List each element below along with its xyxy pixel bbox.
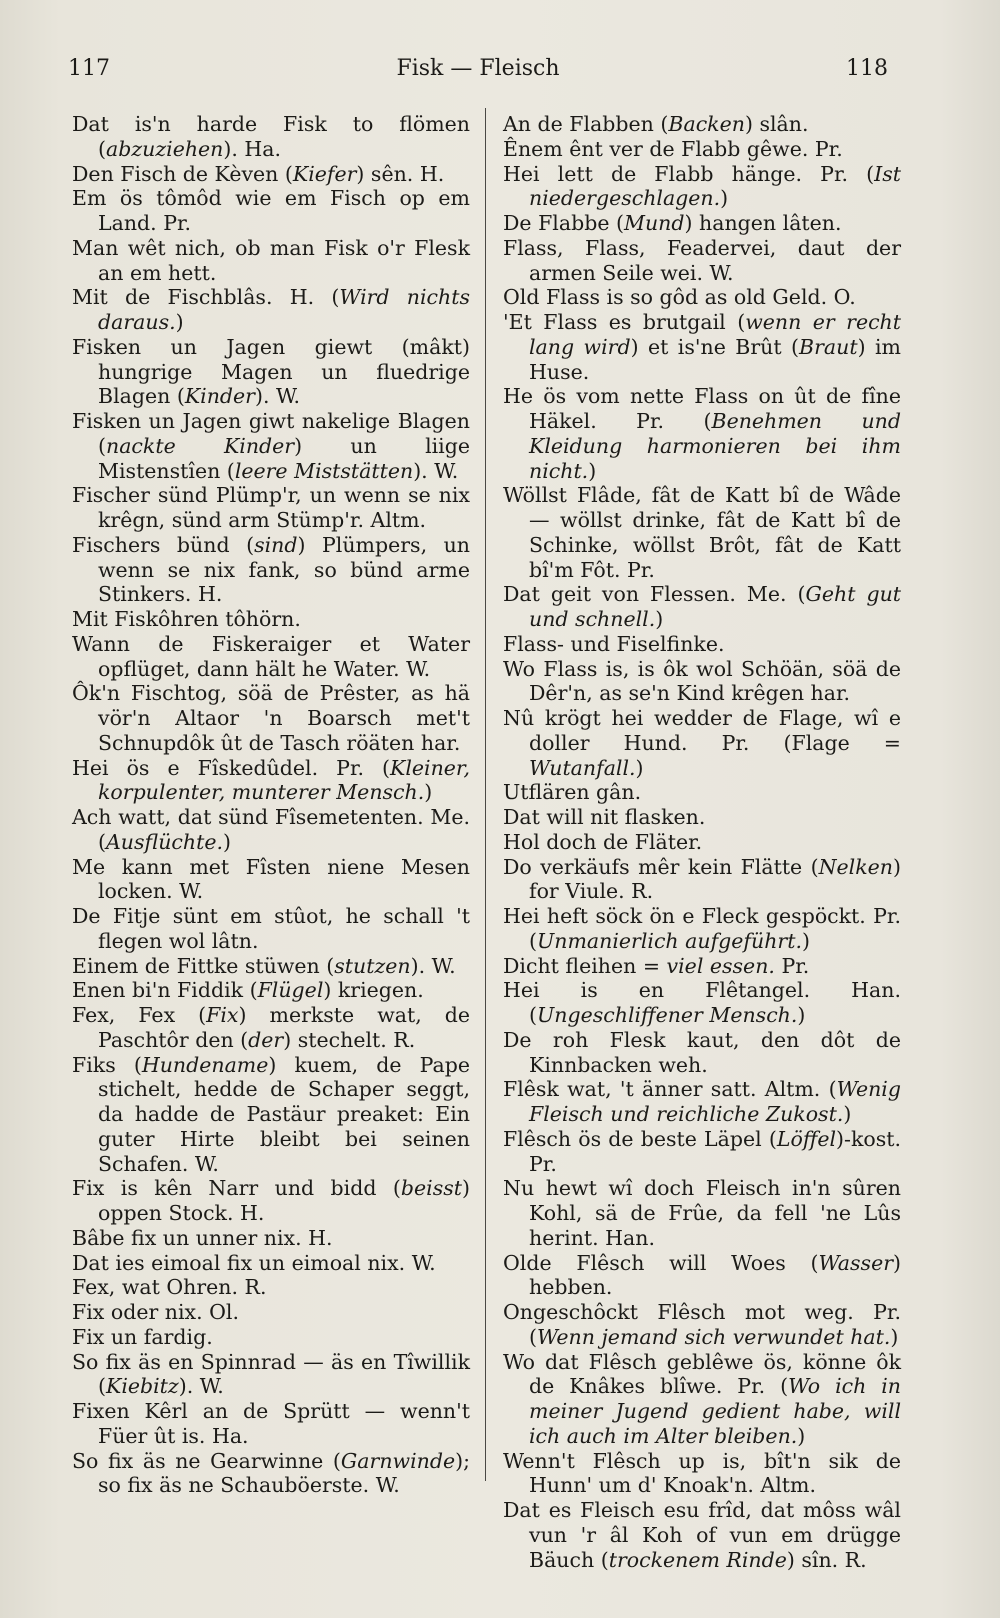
entry-text: ). Ha. [223, 136, 282, 161]
proverb-entry [72, 954, 470, 979]
proverb-entry [72, 1350, 470, 1400]
entry-text: Old Flass is so gôd as old Geld. O. [503, 285, 856, 310]
gloss-text: Nelken [818, 854, 893, 879]
entry-text: ) slân. [744, 112, 809, 136]
proverb-entry [503, 1300, 901, 1350]
gloss-text: Ungeschliffener Mensch. [537, 1003, 798, 1027]
entry-text: ) et is'ne Brût ( [630, 334, 800, 359]
entry-text: Flass, Flass, Feadervei, daut der armen Seile wei. W. [503, 235, 901, 285]
proverb-entry [503, 632, 901, 657]
proverb-entry [72, 756, 470, 806]
proverb-entry [503, 211, 901, 236]
entry-text: Wo dat Flêsch geblêwe ös, könne ôk de Knâkes blîwe. Pr. ( [503, 1349, 901, 1399]
proverb-entry [503, 830, 901, 855]
proverb-entry [72, 978, 470, 1003]
proverb-entry [503, 978, 901, 1028]
entry-text: Dat will nit flasken. [503, 805, 706, 829]
entry-text: ) [424, 780, 433, 805]
proverb-entry [72, 483, 470, 533]
entry-text: Hei ös e Fîskedûdel. Pr. ( [72, 755, 391, 780]
proverb-entry [72, 1251, 470, 1276]
entry-text: Fex, Fex ( [72, 1003, 207, 1027]
proverb-entry [503, 582, 901, 632]
proverb-entry [72, 855, 470, 905]
entry-text: Flass- und Fiselfinke. [503, 631, 725, 656]
entry-text: ) stechelt. R. [283, 1027, 416, 1052]
gloss-text: Geht gut und schnell. [529, 582, 902, 631]
entry-text: Flêsk wat, 't änner satt. Altm. ( [503, 1077, 837, 1102]
entry-text: ) hangen lâten. [684, 211, 842, 235]
proverb-entry [72, 186, 470, 236]
entry-text: ) [655, 607, 664, 631]
proverb-entry [503, 805, 901, 830]
proverb-entry [72, 1275, 470, 1300]
entry-text: Fix un fardig. [72, 1324, 213, 1349]
entry-text: ) [588, 458, 597, 483]
entry-text: Fixen Kêrl an de Sprütt — wenn't Füer ût is. Ha. [72, 1399, 470, 1448]
left-page-number: 117 [68, 56, 110, 81]
proverb-entry [503, 1350, 901, 1449]
entry-text: De Flabbe ( [503, 211, 624, 235]
entry-text: Wo Flass is, is ôk wol Schöän, söä de Dêr'n, as se'n Kind krêgen har. [503, 656, 901, 706]
gloss-text: Ist niedergeschlagen. [529, 161, 901, 211]
entry-text: Fisken un Jagen giewt (mâkt) hungrige Magen un fluedrige Blagen ( [72, 334, 470, 409]
gloss-text: Wenn jemand sich verwundet hat. [537, 1324, 891, 1349]
proverb-entry [503, 780, 901, 805]
entry-text: ) [635, 755, 644, 780]
entry-text: Dat geit von Flessen. Me. ( [503, 582, 806, 607]
column-divider [485, 108, 486, 1481]
gloss-text: Braut [799, 334, 858, 359]
entry-text: Fix oder nix. Ol. [72, 1300, 240, 1324]
entry-text: ) sên. H. [356, 161, 445, 186]
running-header [68, 56, 888, 90]
entry-text: Hei heft söck ön e Fleck gespöckt. Pr. ( [503, 904, 901, 953]
proverb-entry [503, 285, 901, 310]
gloss-text: Mund [623, 211, 685, 235]
entry-text: ) kuem, de Pape stichelt, hedde de Schaper seggt, da hadde de Pastäur preaket: Ein guter Hirte bleibt bei seinen Schafen. W. [98, 1052, 470, 1176]
entry-text: Den Fisch de Kèven ( [72, 161, 293, 186]
proverb-entry [72, 1176, 470, 1226]
entry-text: ) merkste wat, de Paschtôr den ( [98, 1003, 470, 1052]
proverb-entry [72, 409, 470, 483]
gloss-text: beisst [400, 1176, 462, 1201]
proverb-entry [72, 805, 470, 855]
entry-text: Me kann met Fîsten niene Mesen locken. W. [72, 854, 470, 904]
proverb-entry [72, 112, 470, 162]
entry-text: Ongeschôckt Flêsch mot weg. Pr. ( [503, 1300, 901, 1349]
gloss-text: Ausflüchte. [106, 829, 223, 854]
gloss-text: wenn er recht lang wird [529, 310, 901, 359]
entry-text: ) [797, 1423, 806, 1448]
gloss-text: Benehmen und Kleidung harmonieren bei ihm nicht. [529, 409, 901, 483]
entry-text: Fex, wat Ohren. R. [72, 1275, 267, 1300]
entry-text: Dat is'n harde Fisk to flömen ( [72, 112, 470, 161]
entry-text: Ôk'n Fischtog, söä de Prêster, as hä vör'n Altaor 'n Boarsch met't Schnupdôk ût de Tasch röäten har. [72, 681, 470, 755]
entry-text: Enen bi'n Fiddik ( [72, 978, 258, 1003]
proverb-entry [503, 657, 901, 707]
entry-text: Flêsch ös de beste Läpel ( [503, 1126, 777, 1151]
entry-text: Mit Fiskôhren tôhörn. [72, 607, 301, 631]
gloss-text: der [248, 1027, 284, 1052]
gloss-text: Wenig Fleisch und reichliche Zukost. [529, 1077, 901, 1126]
entry-text: Dicht fleihen = [503, 953, 667, 978]
proverb-entry [503, 1077, 901, 1127]
left-column [72, 112, 470, 1498]
proverb-entry [503, 904, 901, 954]
gloss-text: sind [254, 532, 298, 557]
entry-text: ). W. [413, 458, 459, 483]
proverb-entry [503, 706, 901, 780]
proverb-entry [72, 533, 470, 607]
proverb-entry [72, 1003, 470, 1053]
entry-text: Fix is kên Narr und bidd ( [72, 1176, 401, 1201]
entry-text: He ös vom nette Flass on ût de fîne Häkel. Pr. ( [503, 384, 901, 433]
entry-text: Wöllst Flâde, fât de Katt bî de Wâde — wöllst drinke, fât de Katt bî de Schinke, wöllst Brôt, fât de Katt bî'm Fôt. Pr. [503, 483, 901, 582]
entry-text: So fix äs ne Gearwinne ( [72, 1448, 341, 1473]
entry-text: Dat es Fleisch esu frîd, dat môss wâl vun 'r âl Koh of vun em drügge Bäuch ( [503, 1498, 901, 1572]
entry-text: So fix äs en Spinnrad — äs en Tîwillik ( [72, 1349, 470, 1399]
entry-text: Pr. [774, 953, 810, 978]
proverb-entry [72, 335, 470, 409]
entry-text: ) hebben. [529, 1250, 901, 1300]
entry-text: ) [890, 1324, 899, 1349]
entry-text: Nu hewt wî doch Fleisch in'n sûren Kohl, sä de Frûe, da fell 'ne Lûs herint. Han. [503, 1176, 901, 1250]
entry-text: ) [801, 928, 810, 953]
proverb-entry [503, 137, 901, 162]
proverb-entry [503, 954, 901, 979]
proverb-entry [503, 1028, 901, 1078]
proverb-entry [503, 1127, 901, 1177]
entry-text: Man wêt nich, ob man Fisk o'r Flesk an em hett. [72, 235, 470, 285]
entry-text: ) kriegen. [323, 978, 424, 1003]
entry-text: Nû krögt hei wedder de Flage, wî e doller Hund. Pr. (Flage = [503, 706, 901, 755]
entry-text: Fischer sünd Plümp'r, un wenn se nix krêgn, sünd arm Stümp'r. Altm. [72, 483, 470, 532]
gloss-text: Kiefer [292, 161, 357, 186]
entry-text: De Fitje sünt em stûot, he schall 't flegen wol lâtn. [72, 904, 470, 953]
entry-text: Dat ies eimoal fix un eimoal nix. W. [72, 1250, 436, 1275]
proverb-entry [72, 1300, 470, 1325]
proverb-entry [72, 1226, 470, 1251]
proverb-entry [503, 1449, 901, 1499]
proverb-entry [72, 1325, 470, 1350]
entry-text: Einem de Fittke stüwen ( [72, 953, 335, 978]
gloss-text: trockenem Rinde [608, 1547, 787, 1572]
entry-text: Hol doch de Fläter. [503, 829, 703, 854]
entry-text: Wenn't Flêsch up is, bît'n sik de Hunn' um d' Knoak'n. Altm. [503, 1448, 901, 1498]
gloss-text: nackte Kinder [106, 433, 295, 458]
proverb-entry [503, 112, 901, 137]
gloss-text: Wutanfall. [529, 755, 636, 780]
entry-text: Ach watt, dat sünd Fîsemetenten. Me. ( [72, 805, 470, 854]
entry-text: ) oppen Stock. H. [98, 1176, 470, 1225]
gloss-text: Wasser [818, 1250, 893, 1275]
entry-text: ) Plümpers, un wenn se nix fank, so bünd arme Stinkers. H. [98, 532, 470, 607]
proverb-entry [72, 681, 470, 755]
gloss-text: leere Miststätten [234, 458, 414, 483]
entry-text: ) im Huse. [529, 334, 901, 384]
proverb-entry [503, 310, 901, 384]
entry-text: Hei lett de Flabb hänge. Pr. ( [503, 161, 875, 186]
gloss-text: Hundename [141, 1052, 269, 1077]
entry-text: Bâbe fix un unner nix. H. [72, 1225, 333, 1250]
entry-text: )-kost. Pr. [529, 1126, 901, 1176]
proverb-entry [72, 607, 470, 632]
gloss-text: Flügel [257, 978, 324, 1003]
entry-text: Utflären gân. [503, 780, 642, 805]
gloss-text: Löffel [776, 1126, 837, 1151]
gloss-text: Unmanierlich aufgeführt. [537, 928, 802, 953]
proverb-entry [503, 855, 901, 905]
entry-text: ) [222, 829, 231, 854]
entry-text: Wann de Fiskeraiger et Water opflüget, dann hält he Water. W. [72, 631, 470, 681]
right-page-number: 118 [846, 56, 888, 81]
entry-text: ) [797, 1003, 806, 1027]
gloss-text: viel essen. [666, 953, 775, 978]
entry-text: Fisken un Jagen giwt nakelige Blagen ( [72, 409, 470, 458]
proverb-entry [503, 1251, 901, 1301]
entry-text: ). W. [410, 953, 456, 978]
gloss-text: Kiebitz [106, 1374, 179, 1399]
proverb-entry [503, 1176, 901, 1250]
gloss-text: Fix [206, 1003, 239, 1027]
gloss-text: Wird nichts daraus. [98, 285, 470, 334]
right-column [503, 112, 901, 1572]
proverb-entry [72, 904, 470, 954]
entry-text: ) [843, 1102, 852, 1126]
gloss-text: stutzen [334, 953, 411, 978]
running-title: Fisk — Fleisch [396, 56, 560, 81]
entry-text: Do verkäufs mêr kein Flätte ( [503, 854, 819, 879]
proverb-entry [503, 162, 901, 212]
proverb-entry [72, 1449, 470, 1499]
proverb-entry [72, 632, 470, 682]
proverb-entry [72, 236, 470, 286]
proverb-entry [72, 1053, 470, 1177]
entry-text: Fischers bünd ( [72, 532, 255, 557]
entry-text: ) un liige Mistenstîen ( [98, 433, 470, 483]
proverb-entry [72, 285, 470, 335]
entry-text: ). W. [178, 1374, 224, 1399]
gloss-text: Garnwinde [340, 1448, 456, 1473]
gloss-text: Kleiner, korpulenter, munterer Mensch. [98, 755, 470, 805]
entry-text: ) sîn. R. [786, 1547, 867, 1572]
entry-text: Em ös tômôd wie em Fisch op em Land. Pr. [72, 186, 470, 235]
entry-text: ); so fix äs ne Schauböerste. W. [98, 1448, 470, 1498]
entry-text: ). W. [254, 384, 301, 409]
proverb-entry [72, 162, 470, 187]
gloss-text: Wo ich in meiner Jugend gedient habe, will ich auch im Alter bleiben. [529, 1374, 902, 1448]
proverb-entry [72, 1399, 470, 1449]
gloss-text: abzuziehen [106, 136, 224, 161]
proverb-entry [503, 384, 901, 483]
entry-text: An de Flabben ( [503, 112, 669, 136]
proverb-entry [503, 1498, 901, 1572]
entry-text: 'Et Flass es brutgail ( [503, 310, 746, 334]
entry-text: Hei is en Flêtangel. Han. ( [503, 978, 901, 1027]
entry-text: Ênem ênt ver de Flabb gêwe. Pr. [503, 136, 843, 161]
entry-text: ) [175, 310, 184, 334]
gloss-text: Kinder [184, 384, 255, 409]
proverb-entry [503, 236, 901, 286]
entry-text: Fiks ( [72, 1052, 142, 1077]
entry-text: De roh Flesk kaut, den dôt de Kinnbacken weh. [503, 1027, 901, 1077]
entry-text: ) [720, 186, 729, 211]
entry-text: Mit de Fischblâs. H. ( [72, 285, 340, 310]
proverb-entry [503, 483, 901, 582]
entry-text: Olde Flêsch will Woes ( [503, 1250, 819, 1275]
entry-text: ) for Viule. R. [529, 854, 901, 904]
gloss-text: Backen [668, 112, 745, 136]
